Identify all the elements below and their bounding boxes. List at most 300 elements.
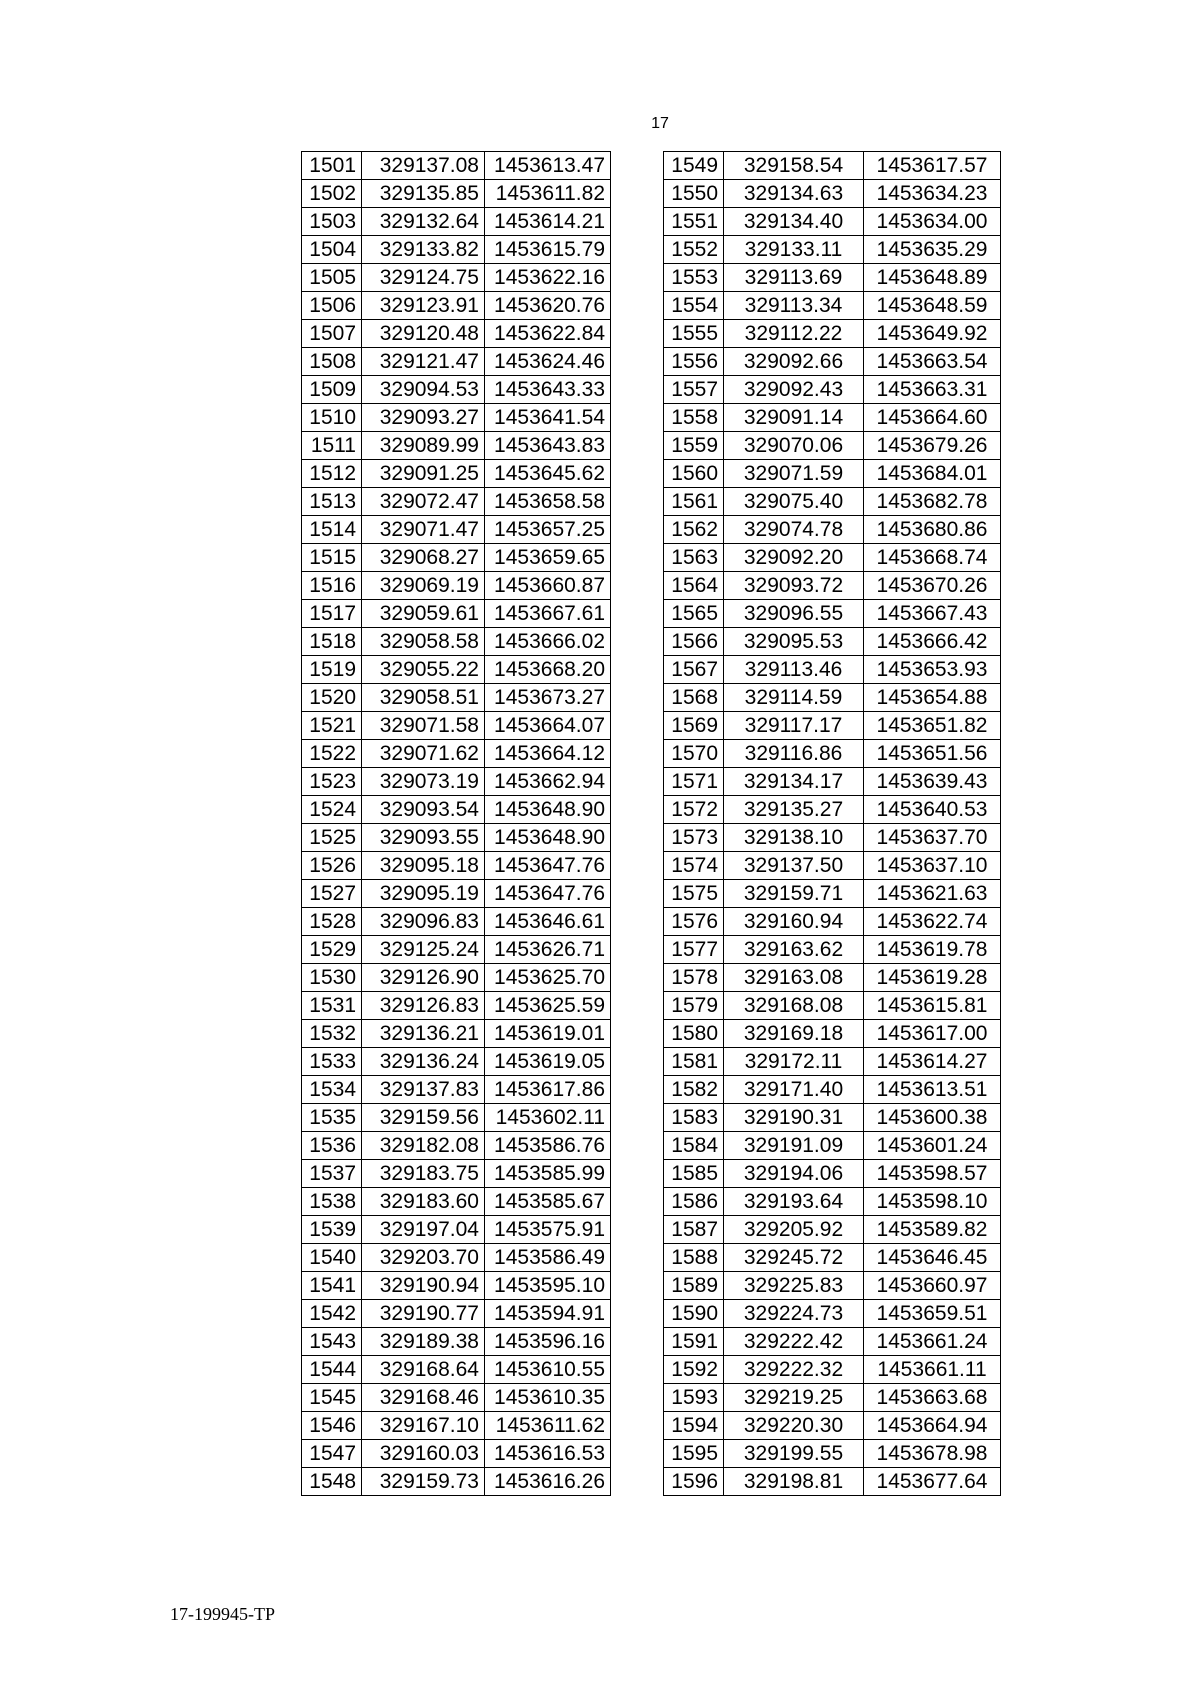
point-number-cell: 1555 (664, 320, 724, 348)
point-number-cell: 1590 (664, 1300, 724, 1328)
x-coordinate-cell: 329159.56 (362, 1104, 485, 1132)
point-number-cell: 1556 (664, 348, 724, 376)
table-row (302, 600, 611, 628)
y-coordinate-cell: 1453615.79 (485, 236, 611, 264)
table-row (302, 544, 611, 572)
point-number-cell: 1546 (302, 1412, 362, 1440)
x-coordinate-cell: 329137.83 (362, 1076, 485, 1104)
x-coordinate-cell: 329091.25 (362, 460, 485, 488)
table-row (302, 320, 611, 348)
x-coordinate-cell: 329114.59 (724, 684, 864, 712)
x-coordinate-cell: 329095.19 (362, 880, 485, 908)
y-coordinate-cell: 1453659.65 (485, 544, 611, 572)
table-row (664, 768, 1001, 796)
table-row (664, 992, 1001, 1020)
x-coordinate-cell: 329072.47 (362, 488, 485, 516)
table-row (302, 152, 611, 180)
x-coordinate-cell: 329137.50 (724, 852, 864, 880)
y-coordinate-cell: 1453586.49 (485, 1244, 611, 1272)
point-number-cell: 1514 (302, 516, 362, 544)
y-coordinate-cell: 1453598.10 (864, 1188, 1001, 1216)
table-row (302, 908, 611, 936)
x-coordinate-cell: 329059.61 (362, 600, 485, 628)
table-row (664, 236, 1001, 264)
point-number-cell: 1539 (302, 1216, 362, 1244)
x-coordinate-cell: 329168.64 (362, 1356, 485, 1384)
y-coordinate-cell: 1453619.01 (485, 1020, 611, 1048)
y-coordinate-cell: 1453589.82 (864, 1216, 1001, 1244)
point-number-cell: 1545 (302, 1384, 362, 1412)
table-row (664, 936, 1001, 964)
x-coordinate-cell: 329071.59 (724, 460, 864, 488)
table-row (664, 376, 1001, 404)
y-coordinate-cell: 1453682.78 (864, 488, 1001, 516)
table-row (302, 264, 611, 292)
point-number-cell: 1570 (664, 740, 724, 768)
x-coordinate-cell: 329071.58 (362, 712, 485, 740)
y-coordinate-cell: 1453658.58 (485, 488, 611, 516)
y-coordinate-cell: 1453654.88 (864, 684, 1001, 712)
x-coordinate-cell: 329112.22 (724, 320, 864, 348)
y-coordinate-cell: 1453660.97 (864, 1272, 1001, 1300)
x-coordinate-cell: 329158.54 (724, 152, 864, 180)
table-row (302, 740, 611, 768)
x-coordinate-cell: 329113.34 (724, 292, 864, 320)
table-row (302, 1328, 611, 1356)
y-coordinate-cell: 1453619.28 (864, 964, 1001, 992)
y-coordinate-cell: 1453611.82 (485, 180, 611, 208)
x-coordinate-cell: 329183.60 (362, 1188, 485, 1216)
x-coordinate-cell: 329136.24 (362, 1048, 485, 1076)
x-coordinate-cell: 329159.71 (724, 880, 864, 908)
point-number-cell: 1531 (302, 992, 362, 1020)
y-coordinate-cell: 1453594.91 (485, 1300, 611, 1328)
y-coordinate-cell: 1453651.82 (864, 712, 1001, 740)
point-number-cell: 1595 (664, 1440, 724, 1468)
table-row (664, 208, 1001, 236)
point-number-cell: 1530 (302, 964, 362, 992)
point-number-cell: 1521 (302, 712, 362, 740)
y-coordinate-cell: 1453624.46 (485, 348, 611, 376)
table-row (664, 1356, 1001, 1384)
point-number-cell: 1552 (664, 236, 724, 264)
table-row (664, 460, 1001, 488)
table-row (664, 1384, 1001, 1412)
table-row (302, 1244, 611, 1272)
y-coordinate-cell: 1453614.27 (864, 1048, 1001, 1076)
x-coordinate-cell: 329071.47 (362, 516, 485, 544)
x-coordinate-cell: 329069.19 (362, 572, 485, 600)
x-coordinate-cell: 329171.40 (724, 1076, 864, 1104)
x-coordinate-cell: 329092.66 (724, 348, 864, 376)
x-coordinate-cell: 329055.22 (362, 656, 485, 684)
coordinate-table-right (663, 151, 1001, 1496)
x-coordinate-cell: 329222.42 (724, 1328, 864, 1356)
y-coordinate-cell: 1453662.94 (485, 768, 611, 796)
table-row (302, 516, 611, 544)
x-coordinate-cell: 329134.40 (724, 208, 864, 236)
y-coordinate-cell: 1453667.43 (864, 600, 1001, 628)
y-coordinate-cell: 1453641.54 (485, 404, 611, 432)
y-coordinate-cell: 1453586.76 (485, 1132, 611, 1160)
y-coordinate-cell: 1453664.60 (864, 404, 1001, 432)
table-row (664, 152, 1001, 180)
x-coordinate-cell: 329094.53 (362, 376, 485, 404)
x-coordinate-cell: 329068.27 (362, 544, 485, 572)
y-coordinate-cell: 1453616.53 (485, 1440, 611, 1468)
table-row (302, 1412, 611, 1440)
point-number-cell: 1576 (664, 908, 724, 936)
table-row (664, 600, 1001, 628)
y-coordinate-cell: 1453653.93 (864, 656, 1001, 684)
y-coordinate-cell: 1453616.26 (485, 1468, 611, 1496)
y-coordinate-cell: 1453622.84 (485, 320, 611, 348)
y-coordinate-cell: 1453668.74 (864, 544, 1001, 572)
y-coordinate-cell: 1453673.27 (485, 684, 611, 712)
x-coordinate-cell: 329093.72 (724, 572, 864, 600)
y-coordinate-cell: 1453684.01 (864, 460, 1001, 488)
table-row (664, 544, 1001, 572)
x-coordinate-cell: 329096.55 (724, 600, 864, 628)
table-row (302, 768, 611, 796)
point-number-cell: 1504 (302, 236, 362, 264)
table-row (302, 1160, 611, 1188)
point-number-cell: 1540 (302, 1244, 362, 1272)
table-row (302, 1384, 611, 1412)
x-coordinate-cell: 329070.06 (724, 432, 864, 460)
y-coordinate-cell: 1453634.23 (864, 180, 1001, 208)
point-number-cell: 1592 (664, 1356, 724, 1384)
x-coordinate-cell: 329197.04 (362, 1216, 485, 1244)
y-coordinate-cell: 1453575.91 (485, 1216, 611, 1244)
table-row (302, 628, 611, 656)
point-number-cell: 1541 (302, 1272, 362, 1300)
point-number-cell: 1507 (302, 320, 362, 348)
point-number-cell: 1575 (664, 880, 724, 908)
table-row (664, 628, 1001, 656)
x-coordinate-cell: 329159.73 (362, 1468, 485, 1496)
point-number-cell: 1580 (664, 1020, 724, 1048)
y-coordinate-cell: 1453646.61 (485, 908, 611, 936)
y-coordinate-cell: 1453651.56 (864, 740, 1001, 768)
point-number-cell: 1505 (302, 264, 362, 292)
table-row (302, 1188, 611, 1216)
x-coordinate-cell: 329058.51 (362, 684, 485, 712)
table-row (664, 740, 1001, 768)
point-number-cell: 1510 (302, 404, 362, 432)
point-number-cell: 1528 (302, 908, 362, 936)
document-code: 17-199945-TP (170, 1604, 275, 1624)
y-coordinate-cell: 1453613.47 (485, 152, 611, 180)
x-coordinate-cell: 329167.10 (362, 1412, 485, 1440)
point-number-cell: 1512 (302, 460, 362, 488)
table-row (664, 1160, 1001, 1188)
y-coordinate-cell: 1453661.11 (864, 1356, 1001, 1384)
x-coordinate-cell: 329193.64 (724, 1188, 864, 1216)
table-row (302, 1216, 611, 1244)
table-row (302, 432, 611, 460)
y-coordinate-cell: 1453645.62 (485, 460, 611, 488)
y-coordinate-cell: 1453640.53 (864, 796, 1001, 824)
table-row (302, 376, 611, 404)
table-row (664, 824, 1001, 852)
y-coordinate-cell: 1453585.67 (485, 1188, 611, 1216)
x-coordinate-cell: 329169.18 (724, 1020, 864, 1048)
table-row (664, 320, 1001, 348)
table-row (302, 180, 611, 208)
point-number-cell: 1581 (664, 1048, 724, 1076)
point-number-cell: 1548 (302, 1468, 362, 1496)
table-row (302, 712, 611, 740)
x-coordinate-cell: 329190.94 (362, 1272, 485, 1300)
x-coordinate-cell: 329124.75 (362, 264, 485, 292)
x-coordinate-cell: 329093.54 (362, 796, 485, 824)
point-number-cell: 1522 (302, 740, 362, 768)
point-number-cell: 1559 (664, 432, 724, 460)
point-number-cell: 1506 (302, 292, 362, 320)
point-number-cell: 1519 (302, 656, 362, 684)
x-coordinate-cell: 329125.24 (362, 936, 485, 964)
y-coordinate-cell: 1453634.00 (864, 208, 1001, 236)
point-number-cell: 1582 (664, 1076, 724, 1104)
y-coordinate-cell: 1453647.76 (485, 880, 611, 908)
table-row (664, 964, 1001, 992)
x-coordinate-cell: 329138.10 (724, 824, 864, 852)
y-coordinate-cell: 1453643.83 (485, 432, 611, 460)
y-coordinate-cell: 1453643.33 (485, 376, 611, 404)
table-row (302, 1132, 611, 1160)
table-row (664, 796, 1001, 824)
x-coordinate-cell: 329163.62 (724, 936, 864, 964)
y-coordinate-cell: 1453613.51 (864, 1076, 1001, 1104)
point-number-cell: 1527 (302, 880, 362, 908)
table-row (302, 460, 611, 488)
x-coordinate-cell: 329168.08 (724, 992, 864, 1020)
y-coordinate-cell: 1453601.24 (864, 1132, 1001, 1160)
table-row (664, 1412, 1001, 1440)
table-row (302, 852, 611, 880)
table-row (664, 404, 1001, 432)
y-coordinate-cell: 1453619.05 (485, 1048, 611, 1076)
x-coordinate-cell: 329073.19 (362, 768, 485, 796)
y-coordinate-cell: 1453622.74 (864, 908, 1001, 936)
point-number-cell: 1513 (302, 488, 362, 516)
y-coordinate-cell: 1453585.99 (485, 1160, 611, 1188)
x-coordinate-cell: 329135.27 (724, 796, 864, 824)
point-number-cell: 1523 (302, 768, 362, 796)
y-coordinate-cell: 1453664.94 (864, 1412, 1001, 1440)
point-number-cell: 1567 (664, 656, 724, 684)
x-coordinate-cell: 329120.48 (362, 320, 485, 348)
point-number-cell: 1571 (664, 768, 724, 796)
y-coordinate-cell: 1453621.63 (864, 880, 1001, 908)
x-coordinate-cell: 329095.18 (362, 852, 485, 880)
x-coordinate-cell: 329190.77 (362, 1300, 485, 1328)
table-row (664, 572, 1001, 600)
y-coordinate-cell: 1453648.90 (485, 796, 611, 824)
point-number-cell: 1526 (302, 852, 362, 880)
table-row (664, 880, 1001, 908)
table-row (664, 1188, 1001, 1216)
y-coordinate-cell: 1453596.16 (485, 1328, 611, 1356)
table-row (664, 712, 1001, 740)
y-coordinate-cell: 1453668.20 (485, 656, 611, 684)
x-coordinate-cell: 329117.17 (724, 712, 864, 740)
y-coordinate-cell: 1453670.26 (864, 572, 1001, 600)
table-row (302, 880, 611, 908)
x-coordinate-cell: 329095.53 (724, 628, 864, 656)
x-coordinate-cell: 329182.08 (362, 1132, 485, 1160)
x-coordinate-cell: 329219.25 (724, 1384, 864, 1412)
table-row (664, 1048, 1001, 1076)
table-row (664, 292, 1001, 320)
x-coordinate-cell: 329133.11 (724, 236, 864, 264)
y-coordinate-cell: 1453677.64 (864, 1468, 1001, 1496)
table-row (302, 1468, 611, 1496)
y-coordinate-cell: 1453666.42 (864, 628, 1001, 656)
table-row (302, 964, 611, 992)
x-coordinate-cell: 329136.21 (362, 1020, 485, 1048)
x-coordinate-cell: 329089.99 (362, 432, 485, 460)
x-coordinate-cell: 329183.75 (362, 1160, 485, 1188)
y-coordinate-cell: 1453646.45 (864, 1244, 1001, 1272)
table-row (302, 208, 611, 236)
point-number-cell: 1573 (664, 824, 724, 852)
x-coordinate-cell: 329160.03 (362, 1440, 485, 1468)
point-number-cell: 1503 (302, 208, 362, 236)
table-row (302, 572, 611, 600)
point-number-cell: 1536 (302, 1132, 362, 1160)
point-number-cell: 1564 (664, 572, 724, 600)
x-coordinate-cell: 329132.64 (362, 208, 485, 236)
y-coordinate-cell: 1453602.11 (485, 1104, 611, 1132)
x-coordinate-cell: 329172.11 (724, 1048, 864, 1076)
table-row (664, 1020, 1001, 1048)
x-coordinate-cell: 329225.83 (724, 1272, 864, 1300)
point-number-cell: 1518 (302, 628, 362, 656)
point-number-cell: 1572 (664, 796, 724, 824)
y-coordinate-cell: 1453626.71 (485, 936, 611, 964)
y-coordinate-cell: 1453595.10 (485, 1272, 611, 1300)
x-coordinate-cell: 329134.17 (724, 768, 864, 796)
y-coordinate-cell: 1453617.86 (485, 1076, 611, 1104)
x-coordinate-cell: 329163.08 (724, 964, 864, 992)
point-number-cell: 1517 (302, 600, 362, 628)
y-coordinate-cell: 1453619.78 (864, 936, 1001, 964)
y-coordinate-cell: 1453615.81 (864, 992, 1001, 1020)
x-coordinate-cell: 329205.92 (724, 1216, 864, 1244)
point-number-cell: 1501 (302, 152, 362, 180)
y-coordinate-cell: 1453678.98 (864, 1440, 1001, 1468)
point-number-cell: 1562 (664, 516, 724, 544)
table-row (664, 1076, 1001, 1104)
table-row (664, 516, 1001, 544)
table-row (302, 1076, 611, 1104)
table-row (302, 404, 611, 432)
point-number-cell: 1591 (664, 1328, 724, 1356)
y-coordinate-cell: 1453659.51 (864, 1300, 1001, 1328)
table-row (302, 1104, 611, 1132)
point-number-cell: 1569 (664, 712, 724, 740)
y-coordinate-cell: 1453648.59 (864, 292, 1001, 320)
point-number-cell: 1534 (302, 1076, 362, 1104)
x-coordinate-cell: 329096.83 (362, 908, 485, 936)
x-coordinate-cell: 329133.82 (362, 236, 485, 264)
point-number-cell: 1587 (664, 1216, 724, 1244)
table-row (302, 824, 611, 852)
table-row (664, 852, 1001, 880)
y-coordinate-cell: 1453663.54 (864, 348, 1001, 376)
point-number-cell: 1533 (302, 1048, 362, 1076)
table-row (302, 684, 611, 712)
table-row (664, 1272, 1001, 1300)
table-row (302, 1048, 611, 1076)
table-row (664, 1328, 1001, 1356)
y-coordinate-cell: 1453660.87 (485, 572, 611, 600)
table-row (664, 684, 1001, 712)
y-coordinate-cell: 1453622.16 (485, 264, 611, 292)
x-coordinate-cell: 329191.09 (724, 1132, 864, 1160)
point-number-cell: 1549 (664, 152, 724, 180)
point-number-cell: 1574 (664, 852, 724, 880)
point-number-cell: 1537 (302, 1160, 362, 1188)
table-row (664, 348, 1001, 376)
point-number-cell: 1565 (664, 600, 724, 628)
y-coordinate-cell: 1453679.26 (864, 432, 1001, 460)
point-number-cell: 1588 (664, 1244, 724, 1272)
y-coordinate-cell: 1453614.21 (485, 208, 611, 236)
point-number-cell: 1561 (664, 488, 724, 516)
point-number-cell: 1547 (302, 1440, 362, 1468)
x-coordinate-cell: 329220.30 (724, 1412, 864, 1440)
point-number-cell: 1542 (302, 1300, 362, 1328)
point-number-cell: 1532 (302, 1020, 362, 1048)
y-coordinate-cell: 1453637.10 (864, 852, 1001, 880)
point-number-cell: 1515 (302, 544, 362, 572)
x-coordinate-cell: 329189.38 (362, 1328, 485, 1356)
point-number-cell: 1524 (302, 796, 362, 824)
table-row (302, 1356, 611, 1384)
point-number-cell: 1589 (664, 1272, 724, 1300)
table-row (302, 348, 611, 376)
coordinate-table-left (301, 151, 611, 1496)
x-coordinate-cell: 329160.94 (724, 908, 864, 936)
table-row (302, 992, 611, 1020)
x-coordinate-cell: 329075.40 (724, 488, 864, 516)
y-coordinate-cell: 1453661.24 (864, 1328, 1001, 1356)
x-coordinate-cell: 329092.20 (724, 544, 864, 572)
point-number-cell: 1558 (664, 404, 724, 432)
point-number-cell: 1520 (302, 684, 362, 712)
y-coordinate-cell: 1453648.89 (864, 264, 1001, 292)
x-coordinate-cell: 329123.91 (362, 292, 485, 320)
x-coordinate-cell: 329194.06 (724, 1160, 864, 1188)
point-number-cell: 1585 (664, 1160, 724, 1188)
y-coordinate-cell: 1453635.29 (864, 236, 1001, 264)
table-row (302, 292, 611, 320)
y-coordinate-cell: 1453600.38 (864, 1104, 1001, 1132)
page-number: 17 (651, 115, 669, 132)
x-coordinate-cell: 329134.63 (724, 180, 864, 208)
x-coordinate-cell: 329093.27 (362, 404, 485, 432)
x-coordinate-cell: 329126.83 (362, 992, 485, 1020)
x-coordinate-cell: 329091.14 (724, 404, 864, 432)
point-number-cell: 1511 (302, 432, 362, 460)
point-number-cell: 1553 (664, 264, 724, 292)
table-row (302, 656, 611, 684)
point-number-cell: 1543 (302, 1328, 362, 1356)
table-row (664, 656, 1001, 684)
